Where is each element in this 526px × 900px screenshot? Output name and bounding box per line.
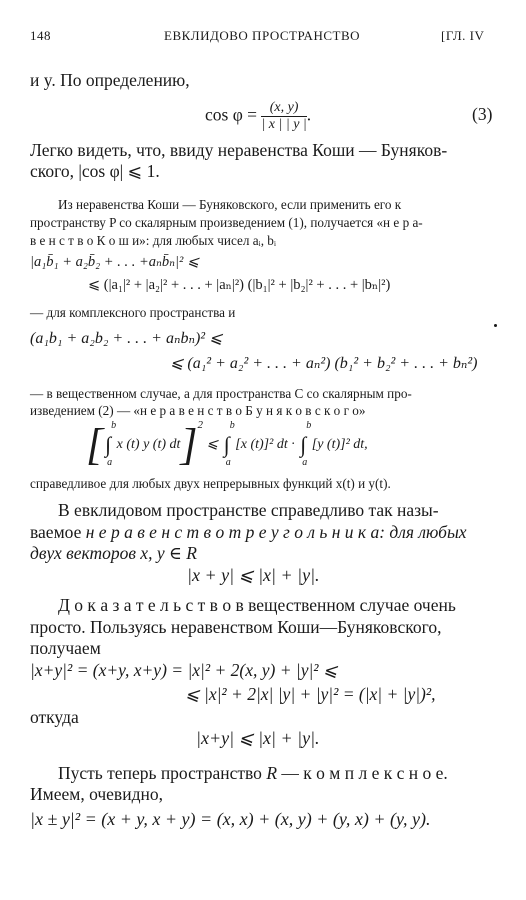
proof-line1 <box>58 595 456 616</box>
ink-dot <box>494 324 497 327</box>
space-symbol: R <box>266 763 278 783</box>
small-text-line: Из неравенства Коши — Буняковского, если применить его к <box>58 197 402 212</box>
small-text-line: пространству P со скалярным произведением (1), получается «н е р а- <box>30 215 423 230</box>
right-bracket: ] <box>180 419 198 469</box>
integral-sign: ∫ b a <box>223 419 235 468</box>
paragraph-triangle-line1: В евклидовом пространстве справедливо так назы- <box>58 500 439 520</box>
eq3-denominator: | x | | y | <box>261 117 307 132</box>
proof-equation-line2: ⩽ |x|² + 2|x| |y| + |y|² = (|x| + |y|)², <box>185 684 436 704</box>
text-start: Пусть теперь пространство <box>58 763 267 783</box>
eq3-tail: . <box>306 104 312 125</box>
paragraph-triangle-line2 <box>30 522 467 543</box>
text-start: ваемое <box>30 522 86 542</box>
equation-3 <box>205 100 311 133</box>
integral-sign: ∫ b a <box>300 419 312 468</box>
upper-limit: b <box>306 419 312 431</box>
complex-case-line2: Имеем, очевидно, <box>30 784 163 804</box>
integral-inequality <box>86 419 368 467</box>
dash: — <box>277 763 304 783</box>
upper-limit: b <box>229 419 235 431</box>
eq3-lhs: cos φ = <box>205 104 258 125</box>
left-integrand: x (t) y (t) dt <box>116 437 181 452</box>
term-triangle-inequality: н е р а в е н с т в о т р е у г о л ь н и к а <box>85 522 380 542</box>
term-complex: к о м п л е к с н о е. <box>303 763 448 783</box>
eq3-numerator: (x, y) <box>261 100 306 117</box>
right-integrand-1: [x (t)]² dt · <box>235 437 295 452</box>
eq3-fraction <box>261 100 306 133</box>
small-text-line: — для комплексного пространства и <box>30 305 236 320</box>
lower-limit: a <box>225 456 231 468</box>
upper-limit: b <box>111 419 117 431</box>
small-text-end: » <box>358 403 366 418</box>
left-bracket: [ <box>86 419 104 469</box>
proof-line2: просто. Пользуясь неравенством Коши—Буняковского, <box>30 617 442 637</box>
lower-limit: a <box>107 456 113 468</box>
text-rest: в вещественном случае очень <box>231 595 456 615</box>
proof-equation-line1: |x+y|² = (x+y, x+y) = |x|² + 2(x, y) + |y|² ⩽ <box>30 660 338 680</box>
term-cauchy-inequality: в е н с т в о К о ш и» <box>30 233 146 248</box>
real-inequality-line2: ⩽ (a₁² + a₂² + . . . + aₙ²) (b₁² + b₂² + . . . + bₙ²) <box>170 355 478 372</box>
paragraph-start: и y. По определению, <box>30 70 190 90</box>
complex-inequality-line2: ⩽ (|a₁|² + |a₂|² + . . . + |aₙ|²) (|b₁|² + |b₂|² + . . . + |bₙ|²) <box>88 277 391 293</box>
paragraph-cauchy-line1: Легко видеть, что, ввиду неравенства Коши — Буняков- <box>30 140 448 160</box>
term-proof: Д о к а з а т е л ь с т в о <box>58 595 232 615</box>
lower-limit: a <box>302 456 308 468</box>
leq-sign: ⩽ <box>206 437 219 452</box>
paragraph-triangle-line3: двух векторов x, y ∈ R <box>30 543 197 563</box>
small-text-line: — в вещественном случае, а для пространства C со скалярным про- <box>30 386 412 401</box>
right-integrand-2: [y (t)]² dt, <box>311 437 368 452</box>
integral-sign: ∫ b a <box>105 419 117 468</box>
term-bunyakovsky-inequality: н е р а в е н с т в о Б у н я к о в с к о г о <box>140 403 359 418</box>
page-number: 148 <box>30 28 51 43</box>
paragraph-cauchy-line2: ского, |cos φ| ⩽ 1. <box>30 161 160 181</box>
otkuda-word: откуда <box>30 707 79 727</box>
complex-case-line1 <box>58 763 448 784</box>
exponent: 2 <box>197 419 204 431</box>
small-text-line <box>30 403 365 419</box>
small-text-line: справедливое для любых двух непрерывных функций x(t) и y(t). <box>30 476 391 491</box>
real-inequality-line1: (a₁b₁ + a₂b₂ + . . . + aₙbₙ)² ⩽ <box>30 330 223 347</box>
triangle-inequality: |x + y| ⩽ |x| + |y|. <box>187 565 320 585</box>
final-equation: |x ± y|² = (x + y, x + y) = (x, x) + (x, y) + (y, x) + (y, y). <box>30 809 431 829</box>
running-title: ЕВКЛИДОВО ПРОСТРАНСТВО <box>164 28 361 43</box>
chapter-label: [ГЛ. IV <box>441 28 485 43</box>
text-end: : для любых <box>379 522 467 542</box>
small-text-rest: : для любых чисел aᵢ, bᵢ <box>145 233 277 248</box>
complex-inequality-line1: |a₁b̄₁ + a₂b̄₂ + . . . +aₙb̄ₙ|² ⩽ <box>30 254 200 270</box>
proof-result: |x+y| ⩽ |x| + |y|. <box>196 728 320 748</box>
proof-line3: получаем <box>30 638 101 658</box>
equation-number: (3) <box>472 104 493 124</box>
small-text-line <box>30 233 276 249</box>
small-text-start: изведением (2) — « <box>30 403 141 418</box>
